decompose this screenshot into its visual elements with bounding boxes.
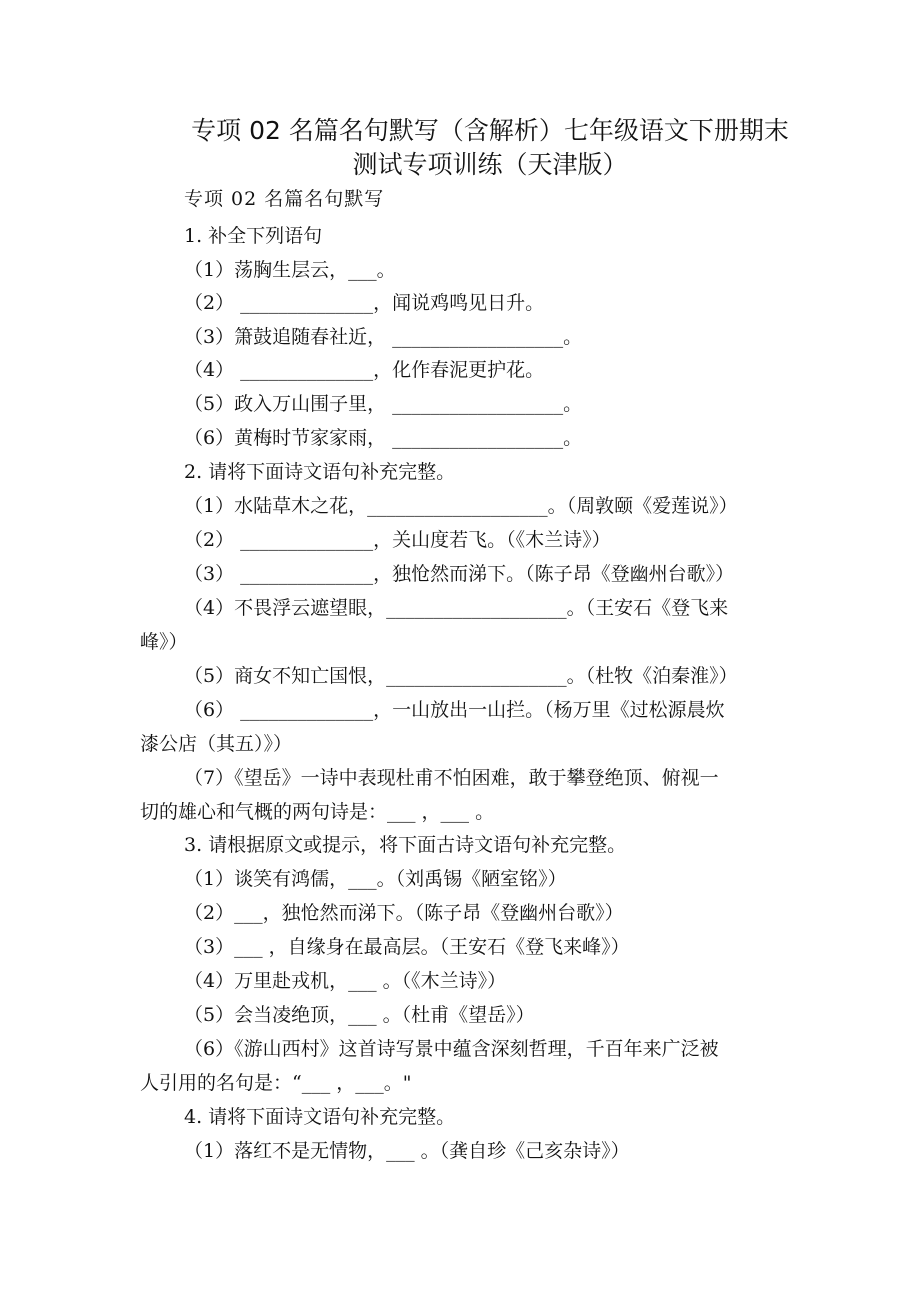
question-4-heading: 4. 请将下面诗文语句补充完整。 (184, 1106, 456, 1128)
question-1-heading: 1. 补全下列语句 (184, 225, 323, 247)
question-line-continuation: 人引用的名句是：“___ ，___。" (140, 1072, 412, 1094)
question-3-heading: 3. 请根据原文或提示，将下面古诗文语句补充完整。 (184, 834, 627, 856)
question-line: （2） ______________，闻说鸡鸣见日升。 (184, 292, 545, 314)
question-line: （7）《望岳》一诗中表现杜甫不怕困难，敢于攀登绝顶、俯视一 (184, 767, 719, 789)
question-line: （6）黄梅时节家家雨， __________________。 (184, 427, 583, 449)
question-line: （3）___ ，自缘身在最高层。（王安石《登飞来峰》） (184, 936, 630, 958)
question-line: （5）会当凌绝顶，___ 。（杜甫《望岳》） (184, 1004, 535, 1026)
section-subtitle: 专项 02 名篇名句默写 (184, 188, 385, 210)
question-line: （4）不畏浮云遮望眼，___________________。（王安石《登飞来 (184, 597, 729, 619)
document-title-line-2: 测试专项训练（天津版） (352, 150, 628, 179)
question-line: （4）万里赴戎机，___ 。（《木兰诗》） (184, 970, 507, 992)
question-line: （2） ______________，关山度若飞。（《木兰诗》） (184, 529, 611, 551)
question-line-continuation: 切的雄心和气概的两句诗是：___ ，___ 。 (140, 801, 495, 823)
question-line: （2）___，独怆然而涕下。（陈子昂《登幽州台歌》） (184, 902, 624, 924)
question-line: （4） ______________，化作春泥更护花。 (184, 359, 545, 381)
question-line: （6） ______________，一山放出一山拦。（杨万里《过松源晨炊 (184, 699, 725, 721)
question-line: （1）荡胸生层云，___。 (184, 259, 396, 281)
question-2-heading: 2. 请将下面诗文语句补充完整。 (184, 461, 456, 483)
question-line: （1）水陆草木之花，___________________。（周敦颐《爱莲说》） (184, 495, 738, 517)
question-line: （3）箫鼓追随春社近， __________________。 (184, 326, 583, 348)
question-line: （5）政入万山围子里， __________________。 (184, 393, 583, 415)
question-line-continuation: 峰》） (140, 631, 188, 653)
question-line-continuation: 漆公店（其五）》） (140, 733, 293, 755)
question-line: （5）商女不知亡国恨，___________________。（杜牧《泊秦淮》） (184, 665, 738, 687)
question-line: （1）谈笑有鸿儒，___。（刘禹锡《陋室铭》） (184, 868, 567, 890)
question-line: （1）落红不是无情物，___ 。（龚自珍《己亥杂诗》） (184, 1140, 630, 1162)
document-title-line-1: 专项 02 名篇名句默写（含解析）七年级语文下册期末 (191, 116, 789, 145)
question-line: （3） ______________，独怆然而涕下。（陈子昂《登幽州台歌》） (184, 563, 735, 585)
question-line: （6）《游山西村》这首诗写景中蕴含深刻哲理，千百年来广泛被 (184, 1038, 719, 1060)
